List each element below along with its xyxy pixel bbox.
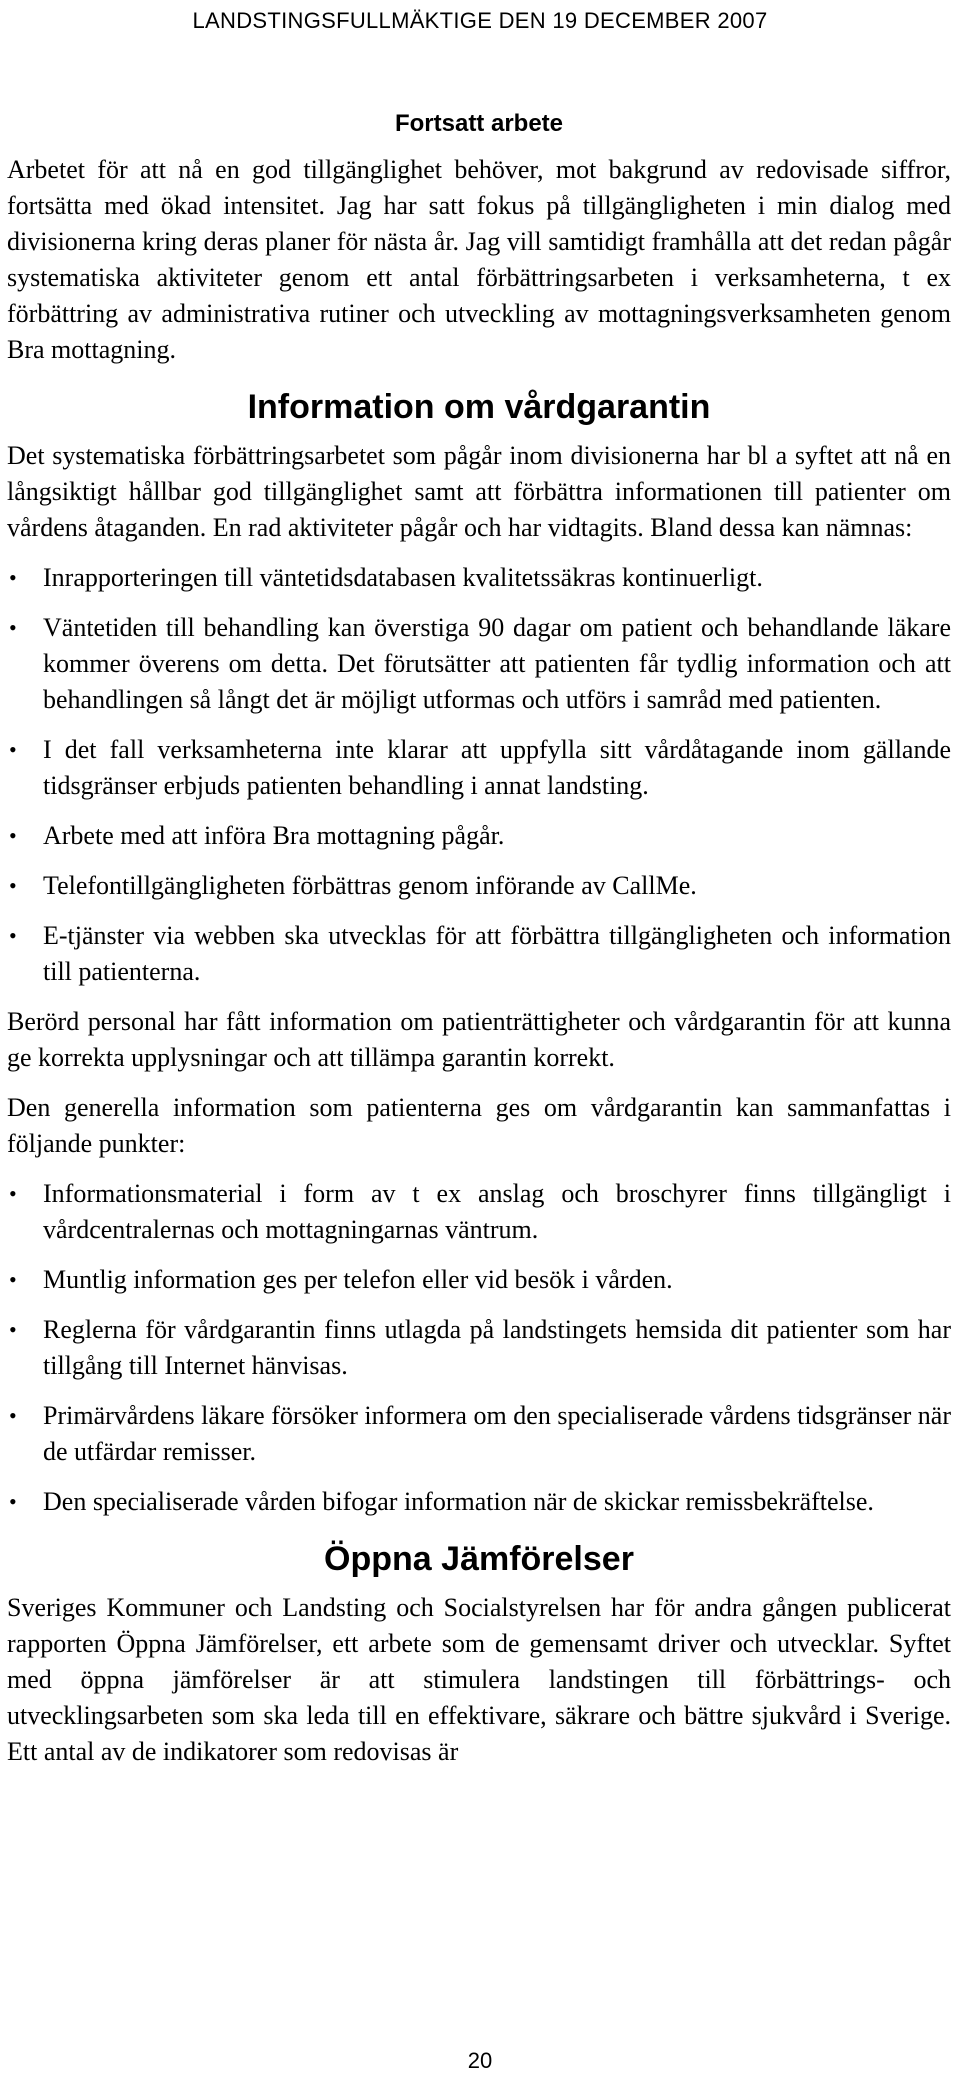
paragraph-fortsatt-arbete: Arbetet för att nå en god tillgänglighet behöver, mot bakgrund av redovisade siffror, fortsätta med ökad intensitet. Jag har satt fokus på tillgängligheten i min dialog med divisionerna kring deras planer för nästa år. Jag vill samtidigt framhålla att det redan pågår systematiska aktiviteter genom ett antal förbättringsarbeten i verksamheterna, t ex förbättring av administrativa rutiner och utveckling av mottagningsverksamheten genom Bra mottagning. xyxy=(7,155,951,364)
list-item-text: Reglerna för vårdgarantin finns utlagda på landstingets hemsida dit patienter som har tillgång till Internet hänvisas. xyxy=(43,1315,951,1380)
list-item-text: Informationsmaterial i form av t ex anslag och broschyrer finns tillgängligt i vårdcentralernas och mottagningarnas väntrum. xyxy=(43,1179,951,1244)
bullet-icon: • xyxy=(9,823,17,848)
list-item xyxy=(7,610,951,718)
list-item-text: Inrapporteringen till väntetidsdatabasen kvalitetssäkras kontinuerligt. xyxy=(43,563,763,592)
paragraph-oppna-jamforelser: Sveriges Kommuner och Landsting och Socialstyrelsen har för andra gången publicerat rapporten Öppna Jämförelser, ett arbete som de gemensamt driver och utvecklar. Syftet med öppna jämförelser är att stimulera landstingen till förbättrings- och utvecklingsarbeten som ska leda till en effektivare, säkrare och bättre sjukvård i Sverige. Ett antal av de indikatorer som redovisas är xyxy=(7,1593,951,1766)
bullet-icon: • xyxy=(9,565,17,590)
bullet-icon: • xyxy=(9,737,17,762)
bullet-icon: • xyxy=(9,1489,17,1514)
information-bullet-list xyxy=(7,1176,951,1520)
activities-bullet-list xyxy=(7,560,951,990)
list-item-text: I det fall verksamheterna inte klarar att uppfylla sitt vårdåtagande inom gällande tidsgränser erbjuds patienten behandling i annat landsting. xyxy=(43,735,951,800)
list-item-text: Arbete med att införa Bra mottagning pågår. xyxy=(43,821,505,850)
bullet-icon: • xyxy=(9,923,17,948)
bullet-icon: • xyxy=(9,1403,17,1428)
heading-oppna-jamforelser: Öppna Jämförelser xyxy=(324,1540,634,1578)
list-item-text: Primärvårdens läkare försöker informera om den specialiserade vårdens tidsgränser när de utfärdar remisser. xyxy=(43,1401,951,1466)
list-item xyxy=(7,1398,951,1470)
list-item xyxy=(7,918,951,990)
list-item-text: Telefontillgängligheten förbättras genom införande av CallMe. xyxy=(43,871,697,900)
list-item xyxy=(7,818,951,854)
list-item xyxy=(7,560,951,596)
bullet-icon: • xyxy=(9,1267,17,1292)
page-number: 20 xyxy=(467,2048,493,2073)
paragraph-generell-information: Den generella information som patienterna ges om vårdgarantin kan sammanfattas i följande punkter: xyxy=(7,1093,951,1158)
list-item xyxy=(7,1312,951,1384)
paragraph-information-intro: Det systematiska förbättringsarbetet som pågår inom divisionerna har bl a syftet att nå en långsiktigt hållbar god tillgänglighet samt att förbättra informationen till patienter om vårdens åtaganden. En rad aktiviteter pågår och har vidtagits. Bland dessa kan nämnas: xyxy=(7,441,951,542)
bullet-icon: • xyxy=(9,873,17,898)
list-item xyxy=(7,1262,951,1298)
heading-information-om-vardgarantin: Information om vårdgarantin xyxy=(247,388,711,426)
list-item xyxy=(7,732,951,804)
list-item xyxy=(7,868,951,904)
list-item-text: Muntlig information ges per telefon eller vid besök i vården. xyxy=(43,1265,673,1294)
bullet-icon: • xyxy=(9,1317,17,1342)
bullet-icon: • xyxy=(9,615,17,640)
list-item-text: E-tjänster via webben ska utvecklas för att förbättra tillgängligheten och information till patienterna. xyxy=(43,921,951,986)
list-item xyxy=(7,1484,951,1520)
list-item-text: Väntetiden till behandling kan överstiga 90 dagar om patient och behandlande läkare kommer överens om detta. Det förutsätter att patienten får tydlig information och att behandlingen så långt det är möjligt utformas och utförs i samråd med patienten. xyxy=(43,613,951,714)
running-header: LANDSTINGSFULLMÄKTIGE DEN 19 DECEMBER 2007 xyxy=(192,8,768,33)
page-content xyxy=(7,108,951,1784)
paragraph-berord-personal: Berörd personal har fått information om patienträttigheter och vårdgarantin för att kunna ge korrekta upplysningar och att tillämpa garantin korrekt. xyxy=(7,1007,951,1072)
list-item xyxy=(7,1176,951,1248)
heading-fortsatt-arbete: Fortsatt arbete xyxy=(394,110,564,137)
bullet-icon: • xyxy=(9,1181,17,1206)
list-item-text: Den specialiserade vården bifogar information när de skickar remissbekräftelse. xyxy=(43,1487,874,1516)
